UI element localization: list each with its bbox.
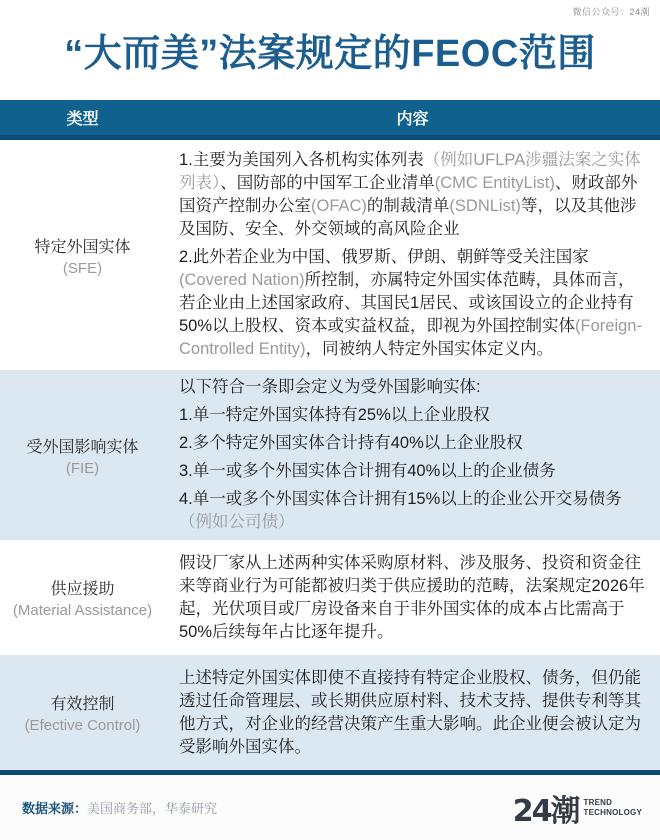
muted-note-text: （例如公司债） — [179, 513, 295, 531]
brand-logo — [513, 786, 642, 830]
row-sublabel: (FIE) — [65, 459, 100, 477]
table-row — [0, 540, 660, 655]
row-content-cell — [165, 370, 660, 540]
brand-logo-subtext — [584, 798, 642, 818]
footer — [0, 775, 660, 840]
table-row — [0, 370, 660, 540]
data-source — [22, 798, 217, 817]
muted-note-text: (OFAC) — [311, 197, 367, 215]
column-header-type: 类型 — [66, 111, 99, 128]
row-sublabel: (Material Assistance) — [12, 602, 153, 619]
row-content-cell — [165, 540, 660, 655]
table-row — [0, 655, 660, 770]
brand-logo-line1: TREND — [583, 797, 613, 807]
body-text: 3.单一或多个外国实体合计拥有40%以上的企业债务 — [179, 462, 556, 480]
body-text: 假设厂家从上述两种实体采购原材料、涉及服务、投资和资金往来等商业行为可能都被归类于供应援助的范畴，法案规定2026年起，光伏项目或厂房设备来自于非外国实体的成本占比需高于50%后续每年占比逐年提升。 — [179, 553, 645, 641]
content-paragraph — [179, 246, 650, 361]
row-label-cell — [0, 540, 165, 655]
data-source-label: 数据来源： — [22, 801, 88, 816]
body-text: 以下符合一条即会定义为受外国影响实体: — [179, 378, 481, 396]
body-text: 2.此外若企业为中国、俄罗斯、伊朗、朝鲜等受关注国家 — [179, 248, 589, 266]
row-sublabel: (SFE) — [62, 259, 103, 277]
table-body — [0, 140, 660, 770]
row-label-cell — [0, 140, 165, 370]
content-paragraph — [179, 667, 650, 759]
body-text: 4.单一或多个外国实体合计拥有15%以上的企业公开交易债务 — [179, 490, 622, 508]
muted-note-text: (Covered Nation) — [179, 271, 305, 289]
body-text: 所控制，亦属特定外国实体范畴，具体而言，若企业由上述国家政府、其国民1居民、或该国设立的企业持有50%以上股权、资本或实益权益，即视为外国控制实体 — [179, 271, 635, 335]
row-label: 供应援助 — [50, 581, 115, 598]
body-text: 1.主要为美国列入各机构实体列表 — [179, 151, 424, 169]
brand-logo-line2: TECHNOLOGY — [583, 807, 642, 817]
content-paragraph — [179, 149, 650, 241]
content-paragraph — [179, 460, 650, 483]
body-text: 等，以及其他涉及国防、安全、外交领域的高风险企业 — [179, 197, 637, 238]
body-text: 的制裁清单 — [366, 197, 450, 215]
muted-note-text: (CMC EntityList) — [434, 174, 555, 192]
content-paragraph — [179, 488, 650, 534]
muted-note-text: （例如UFLPA涉疆法案之实体列表） — [179, 151, 641, 192]
muted-note-text: (Foreign-Controlled Entity) — [179, 317, 642, 358]
body-text: 、国防部的中国军工企业清单 — [220, 174, 435, 192]
muted-note-text: (SDNList) — [449, 197, 521, 215]
wechat-account-tag: 微信公众号：24潮 — [572, 7, 650, 17]
row-label-cell — [0, 370, 165, 540]
content-paragraph — [179, 376, 650, 399]
body-text: 上述特定外国实体即使不直接持有特定企业股权、债务，但仍能透过任命管理层、或长期供应原村料、技术支持、提供专利等其他方式，对企业的经营决策产生重大影响。此企业便会被认定为受影响外国实体。 — [179, 668, 641, 756]
brand-logo-text: 24潮 — [512, 793, 579, 829]
row-content-cell — [165, 140, 660, 370]
row-sublabel: (Efective Control) — [24, 717, 141, 734]
row-label-cell — [0, 655, 165, 770]
content-paragraph — [179, 432, 650, 455]
body-text: 1.单一特定外国实体持有25%以上企业股权 — [179, 406, 490, 424]
column-header-content: 内容 — [396, 111, 429, 128]
table-row — [0, 140, 660, 370]
body-text: 2.多个特定外国实体合计持有40%以上企业股权 — [179, 434, 523, 452]
row-label: 特定外国实体 — [34, 238, 131, 256]
body-text: ，同被纳人特定外国实体定义内。 — [305, 340, 554, 358]
row-label: 有效控制 — [50, 696, 115, 713]
data-source-text: 美国商务部，华泰研究 — [87, 801, 218, 816]
row-content-cell — [165, 655, 660, 770]
feoc-table — [0, 100, 660, 775]
page-title: “大而美”法案规定的FEOC范围 — [64, 33, 596, 75]
body-text: 、财政部外国资产控制办公室 — [179, 174, 638, 215]
table-header-row — [0, 100, 660, 140]
content-paragraph — [179, 552, 650, 644]
row-label: 受外国影响实体 — [26, 438, 139, 456]
content-paragraph — [179, 404, 650, 427]
